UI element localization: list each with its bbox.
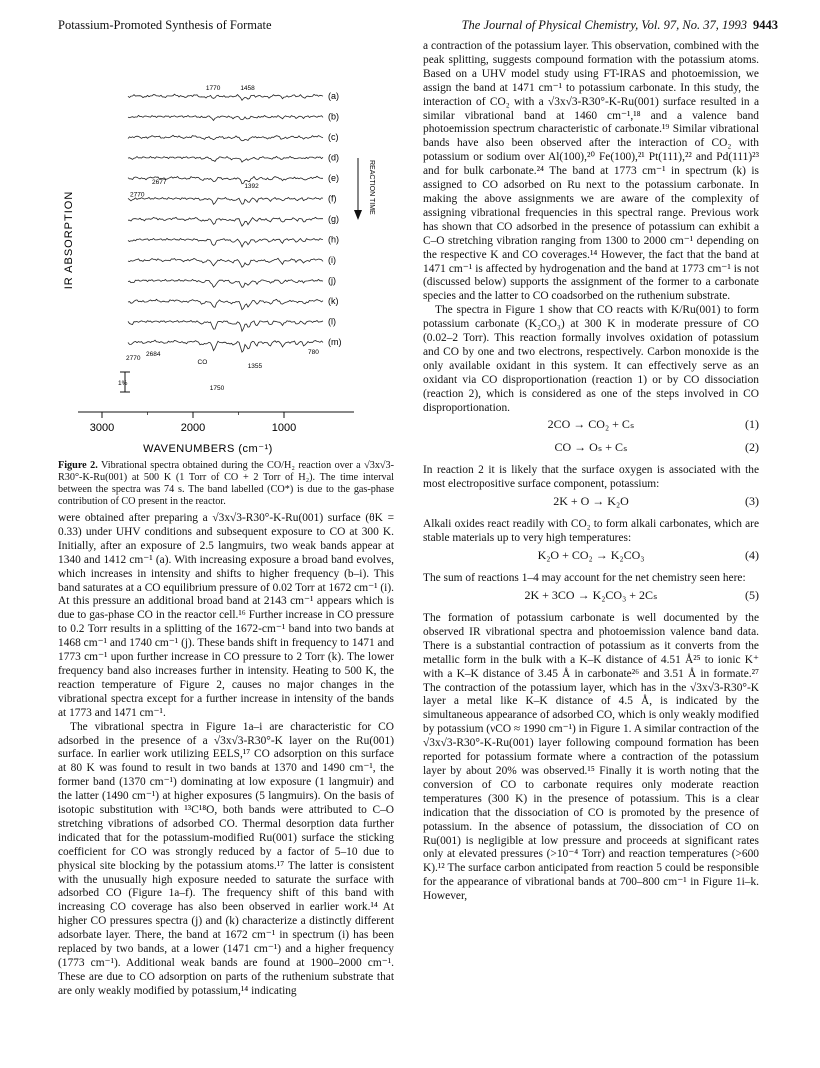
spectrum-label-6: (f) — [328, 193, 337, 204]
caption-text: Vibrational spectra obtained during the CO/H₂ reaction over a √3x√3-R30°-K-Ru(001) at 500 K (1 Torr of CO + 2 Torr of H₂). The time interval between the spectra was 74 s. The band labelled (CO*) is due to the gas-phase contribution of CO present in the reactor. — [58, 460, 394, 507]
right-column — [423, 40, 759, 904]
spectrum-label-8: (h) — [328, 234, 339, 245]
spectrum-trace-4 — [128, 156, 323, 162]
spectrum-label-11: (k) — [328, 296, 339, 306]
peak-label-1458: 1458 — [240, 85, 255, 92]
equation-2-expr: CO → Oₛ + Cₛ — [554, 440, 628, 455]
equation-2 — [423, 441, 759, 461]
spectrum-trace-10 — [128, 279, 323, 287]
running-header — [58, 18, 778, 34]
left-paragraph-1: were obtained after preparing a √3x√3-R30°-K-Ru(001) surface (θK = 0.33) under UHV conditions and subsequent exposure to CO at 300 K. Initially, after an exposure of 2.5 langmuirs, two weak bands appear at 1340 and 1412 cm⁻¹ (a). With increasing exposure a broad band evolves, which increases in intensity and shifts to higher frequency (b–i). This band saturates at a CO equilibrium pressure of 0.02 Torr at 1672 cm⁻¹ (i). At this pressure an additional broad band at 2143 cm⁻¹ appears which is due to gas-phase CO in the reactor cell.¹⁶ Further increase in CO pressure to 0.2 Torr results in a splitting of the 1672-cm⁻¹ band into two bands at 1468 cm⁻¹ and 1740 cm⁻¹ (j). These bands shift in frequency to 1471 and 1773 cm⁻¹ upon further increase in CO pressure to 2 Torr (k). The lower frequency band also increases further in intensity. Heating to 500 K, the reaction temperature of Figure 2, causes no major changes in the vibrational spectra except for a further increase in intensity of the bands at 1773 and 1471 cm⁻¹. — [58, 512, 394, 719]
peak-label-2770-bottom: 2770 — [126, 355, 141, 362]
scale-sub-label: 1750 — [209, 385, 225, 392]
equation-3-number: (3) — [745, 494, 759, 509]
peak-label-2677: 2677 — [152, 179, 167, 186]
peak-label-co: CO — [197, 359, 208, 366]
equation-1-expr: 2CO → CO₂ + Cₛ — [547, 417, 635, 432]
x-tick-label-3000: 3000 — [89, 422, 115, 434]
equation-1-number: (1) — [745, 417, 759, 432]
spectrum-trace-3 — [128, 135, 323, 140]
x-tick-label-2000: 2000 — [180, 422, 206, 434]
figure-caption — [58, 460, 394, 508]
equation-5-number: (5) — [745, 588, 759, 602]
spectrum-label-4: (d) — [328, 152, 339, 163]
figure-2 — [58, 40, 394, 456]
spectrum-trace-11 — [128, 299, 323, 309]
spectrum-trace-1 — [128, 94, 323, 100]
spectrum-trace-2 — [128, 115, 323, 120]
scale-bar-label: 1% — [118, 380, 128, 387]
spectra-plot — [58, 40, 394, 456]
equation-5-expr: 2K + 3CO → K₂CO₃ + 2Cₛ — [524, 588, 658, 602]
spectrum-label-10: (j) — [328, 275, 336, 286]
right-paragraph-1: a contraction of the potassium layer. This observation, combined with the peak splitting, suggests compound formation with the potassium atoms. Based on a UHV model study using FT-IRAS and photoemission, we assign the band at 1471 cm⁻¹ to potassium carbonate. In this study, the interaction of CO₂ with a √3x√3-R30°-K-Ru(001) surface resulted in a similar vibrational band at 1460 cm⁻¹,¹⁸ and a valence band photoemission spectrum characteristic of carbonate.¹⁹ Similar vibrational bands have also been observed after the interaction of CO₂ with potassium or sodium over Al(100),²⁰ Fe(100),²¹ Pt(111),²² and Pd(111)²³ and for bulk carbonate.²⁴ The band at 1773 cm⁻¹ in spectrum (k) is assigned to CO adsorbed on Ru next to the potassium carbonate. In making the above assignments we are aware of the complexity of assigning vibrational frequencies in this spectral range. Previous work has shown that CO adsorbed in the presence of potassium can exhibit a C–O stretching vibration ranging from 1300 to 2000 cm⁻¹ depending on the respective K and CO coverages.¹⁴ However, the fact that the band at 1471 cm⁻¹ is affected by hydrogenation and the band at 1773 cm⁻¹ is not (discussed below) supports the assignment of the former to a carbonate species and the latter to CO coadsorbed on the ruthenium substrate. — [423, 40, 759, 303]
equation-5 — [423, 589, 759, 609]
spectrum-label-12: (l) — [328, 316, 336, 327]
equation-4-number: (4) — [745, 548, 759, 563]
spectrum-trace-6 — [128, 198, 323, 205]
equation-3 — [423, 495, 759, 515]
equation-4-expr: K₂O + CO₂ → K₂CO₃ — [537, 548, 645, 563]
x-axis-label: WAVENUMBERS (cm⁻¹) — [143, 443, 273, 455]
spectrum-trace-12 — [128, 321, 323, 332]
peak-label-2684: 2684 — [146, 351, 161, 358]
spectrum-label-13: (m) — [328, 337, 342, 347]
reaction-time-label: REACTION TIME — [368, 160, 375, 215]
spectrum-label-3: (c) — [328, 132, 339, 142]
left-paragraph-2: The vibrational spectra in Figure 1a–i are characteristic for CO adsorbed in the presence of a √3x√3-R30°-K layer on the Ru(001) surface. In earlier work utilizing EELS,¹⁷ CO adsorption on this surface at 80 K was found to result in two bands at 1370 and 1490 cm⁻¹, the former band (1370 cm⁻¹) dominating at low exposure (1 langmuir) and the latter (1490 cm⁻¹) at higher exposures (5 langmuirs). On the basis of isotopic substitution with ¹³C¹⁸O, both bands were attributed to C–O stretching vibrations of adsorbed CO. Thermal desorption data further indicated that for the potassium-modified Ru(001) surface the sticking coefficient for CO was strongly reduced by a factor of 5–10 due to physical site blocking by the potassium atoms.¹⁷ The latter is consistent with the unusually high exposure needed to saturate the surface with adsorbed CO (Figure 1a–f). The frequency shift of this band with increasing CO coverage has also been observed in earlier work.¹⁴ At higher CO pressures spectra (j) and (k) characterize a distinctly different adsorbate layer. There, the band at 1672 cm⁻¹ in spectrum (i) has been replaced by two bands, at a lower (1471 cm⁻¹) and a higher frequency (1773 cm⁻¹). Additional weak bands are found at 1900–2000 cm⁻¹. These are due to CO adsorption on parts of the ruthenium substrate that are only weakly modified by potassium,¹⁴ indicating — [58, 720, 394, 997]
running-title: Potassium-Promoted Synthesis of Formate — [58, 18, 272, 32]
right-paragraph-3: In reaction 2 it is likely that the surface oxygen is associated with the most electropositive surface component, potassium: — [423, 464, 759, 491]
peak-label-1770: 1770 — [205, 85, 221, 92]
right-paragraph-5: The sum of reactions 1–4 may account for the net chemistry seen here: — [423, 572, 746, 585]
reaction-time-arrowhead — [354, 210, 362, 220]
equation-2-number: (2) — [745, 440, 759, 455]
spectrum-trace-9 — [128, 258, 323, 267]
spectrum-label-5: (e) — [328, 173, 339, 183]
spectrum-trace-7 — [128, 217, 323, 226]
right-paragraph-6: The formation of potassium carbonate is well documented by the observed IR vibrational spectra and photoemission valence band data. There is a substantial contraction of potassium as it converts from the metallic form in the bulk with a K–K distance of 4.51 Å²⁵ to ionic K⁺ with a K–K distance of 3.45 Å in carbonate²⁶ and 3.51 Å in formate.²⁷ The contraction of the potassium layer, which has in the √3x√3-R30°-K layer a metal like K–K distance of 4.5 Å, is indicated by the simultaneous appearance of adsorbed CO, which is only weakly modified by potassium (νCO ≈ 1990 cm⁻¹) in Figure 1. A similar contraction of the √3x√3-R30°-K-Ru(001) layer following compound formation has been reported for potassium formate where a contraction of the potassium layer by about 20% was observed.¹⁵ Finally it is worth noting that the conversion of CO to carbonate requires only moderate reaction temperatures (300 K) in the presence of potassium. This is a clear indication that the dissociation of CO is promoted by the presence of potassium. In the absence of potassium, the dissociation of CO on Ru(001) is negligible at low pressure and proceeds at significant rates only at elevated pressures (>10⁻⁴ Torr) and reaction temperatures (>600 K).¹² The surface carbon anticipated from reaction 5 could be responsible for the appearance of vibrational bands at 700–800 cm⁻¹ in Figure 1i–k. However, — [423, 612, 759, 903]
x-tick-label-1000: 1000 — [271, 422, 297, 434]
y-axis-label: IR ABSORPTION — [63, 190, 75, 290]
journal-name: The Journal of Physical Chemistry, Vol. 97, No. 37, 1993 — [461, 18, 747, 32]
spectrum-label-2: (b) — [328, 111, 339, 122]
equation-3-expr: 2K + O → K₂O — [553, 494, 629, 509]
peak-label-780: 780 — [308, 349, 319, 356]
caption-label: Figure 2. — [58, 460, 98, 471]
right-paragraph-4: Alkali oxides react readily with CO₂ to form alkali carbonates, which are stable materials up to very high temperatures: — [423, 518, 759, 545]
left-column — [58, 40, 394, 999]
equation-4 — [423, 549, 759, 569]
peak-label-2770-mid: 2770 — [130, 191, 145, 199]
right-paragraph-2: The spectra in Figure 1 show that CO reacts with K/Ru(001) to form potassium carbonate (K₂CO₃) at 300 K in moderate pressure of CO (0.02–2 Torr). This reaction formally involves oxidation of potassium and CO by one and two electrons, respectively. Carbon monoxide is the only available oxidant in this system. It can effectively serve as an oxidant via CO disproportionation (reaction 1) or by CO dissociation (reaction 2), which is considered as one of the steps involved in CO disproportionation. — [423, 304, 759, 414]
spectrum-label-9: (i) — [328, 255, 336, 265]
spectrum-label-7: (g) — [328, 214, 339, 224]
equation-1 — [423, 418, 759, 438]
peak-label-1355: 1355 — [247, 363, 263, 370]
spectrum-label-1: (a) — [328, 91, 339, 101]
peak-label-1392: 1392 — [244, 183, 259, 190]
page-number: 9443 — [753, 18, 778, 32]
journal-citation — [462, 18, 778, 33]
spectrum-trace-8 — [128, 238, 323, 247]
